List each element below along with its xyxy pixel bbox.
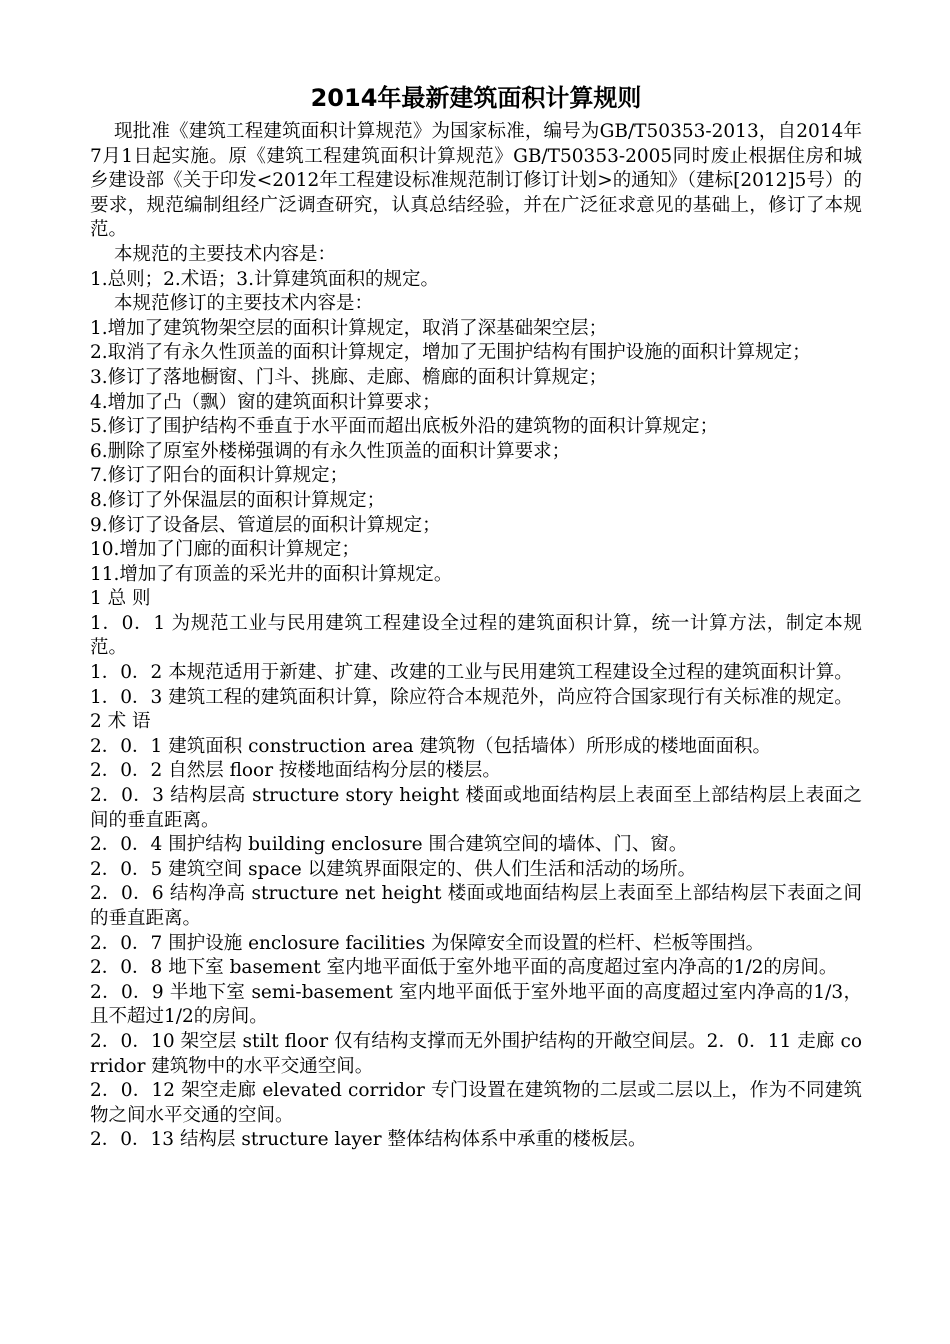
document-page [90, 82, 862, 1153]
document-paragraph: 2 术 语 [90, 711, 151, 733]
document-paragraph: 2．0．1 建筑面积 construction area 建筑物（包括墙体）所形成的楼地面面积。 [90, 735, 772, 757]
document-paragraph: 9.修订了设备层、管道层的面积计算规定； [90, 514, 441, 536]
document-paragraph: 2．0．5 建筑空间 space 以建筑界面限定的、供人们生活和活动的场所。 [90, 858, 697, 880]
document-paragraph: 本规范修订的主要技术内容是： [114, 293, 374, 315]
document-paragraph: 1 总 则 [90, 588, 151, 610]
document-paragraph: 2．0．10 架空层 stilt floor 仅有结构支撑而无外围护结构的开敞空间层。2．0．11 走廊 corridor 建筑物中的水平交通空间。 [90, 1030, 862, 1077]
document-paragraph: 2．0．8 地下室 basement 室内地平面低于室外地平面的高度超过室内净高的1/2的房间。 [90, 957, 838, 979]
document-paragraph: 1.总则；2.术语；3.计算建筑面积的规定。 [90, 268, 439, 290]
document-paragraph: 7.修订了阳台的面积计算规定； [90, 465, 349, 487]
document-paragraph: 10.增加了门廊的面积计算规定； [90, 539, 360, 561]
document-paragraph: 4.增加了凸（飘）窗的建筑面积计算要求； [90, 391, 441, 413]
document-paragraph: 2．0．4 围护结构 building enclosure 围合建筑空间的墙体、门、窗。 [90, 834, 688, 856]
document-paragraph: 2．0．2 自然层 floor 按楼地面结构分层的楼层。 [90, 760, 501, 782]
document-paragraph: 本规范的主要技术内容是： [114, 243, 337, 265]
document-paragraph: 1．0．1 为规范工业与民用建筑工程建设全过程的建筑面积计算，统一计算方法，制定本规范。 [90, 612, 862, 659]
document-paragraph: 3.修订了落地橱窗、门斗、挑廊、走廊、檐廊的面积计算规定； [90, 366, 608, 388]
document-paragraph: 2．0．6 结构净高 structure net height 楼面或地面结构层上表面至上部结构层下表面之间的垂直距离。 [90, 883, 862, 929]
document-title: 2014年最新建筑面积计算规则 [310, 84, 642, 112]
document-paragraph: 6.删除了原室外楼梯强调的有永久性顶盖的面积计算要求； [90, 440, 571, 462]
document-paragraph: 2．0．7 围护设施 enclosure facilities 为保障安全而设置的栏杆、栏板等围挡。 [90, 932, 765, 954]
document-body [90, 120, 862, 1153]
document-paragraph: 2．0．3 结构层高 structure story height 楼面或地面结构层上表面至上部结构层上表面之间的垂直距离。 [90, 785, 862, 831]
document-paragraph: 2．0．12 架空走廊 elevated corridor 专门设置在建筑物的二层或二层以上，作为不同建筑物之间水平交通的空间。 [90, 1080, 862, 1126]
document-paragraph: 2.取消了有永久性顶盖的面积计算规定，增加了无围护结构有围护设施的面积计算规定； [90, 342, 811, 364]
document-paragraph: 1．0．2 本规范适用于新建、扩建、改建的工业与民用建筑工程建设全过程的建筑面积计算。 [90, 662, 853, 684]
document-paragraph: 8.修订了外保温层的面积计算规定； [90, 489, 386, 511]
document-paragraph: 1．0．3 建筑工程的建筑面积计算，除应符合本规范外，尚应符合国家现行有关标准的规定。 [90, 686, 853, 708]
document-paragraph: 2．0．9 半地下室 semi-basement 室内地平面低于室外地平面的高度超过室内净高的1/3，且不超过1/2的房间。 [90, 981, 862, 1028]
document-paragraph: 1.增加了建筑物架空层的面积计算规定，取消了深基础架空层； [90, 317, 608, 339]
document-paragraph: 现批准《建筑工程建筑面积计算规范》为国家标准，编号为GB/T50353-2013，自2014年7月1日起实施。原《建筑工程建筑面积计算规范》GB/T50353-2005同时废止根据住房和城乡建设部《关于印发<2012年工程建设标准规范制订修订计划>的通知》（建标[2012]5号）的要求，规范编制组经广泛调查研究，认真总结经验，并在广泛征求意见的基础上，修订了本规范。 [90, 121, 862, 241]
document-paragraph: 5.修订了围护结构不垂直于水平面而超出底板外沿的建筑物的面积计算规定； [90, 416, 719, 438]
document-paragraph: 11.增加了有顶盖的采光井的面积计算规定。 [90, 563, 453, 585]
document-paragraph: 2．0．13 结构层 structure layer 整体结构体系中承重的楼板层。 [90, 1129, 647, 1151]
